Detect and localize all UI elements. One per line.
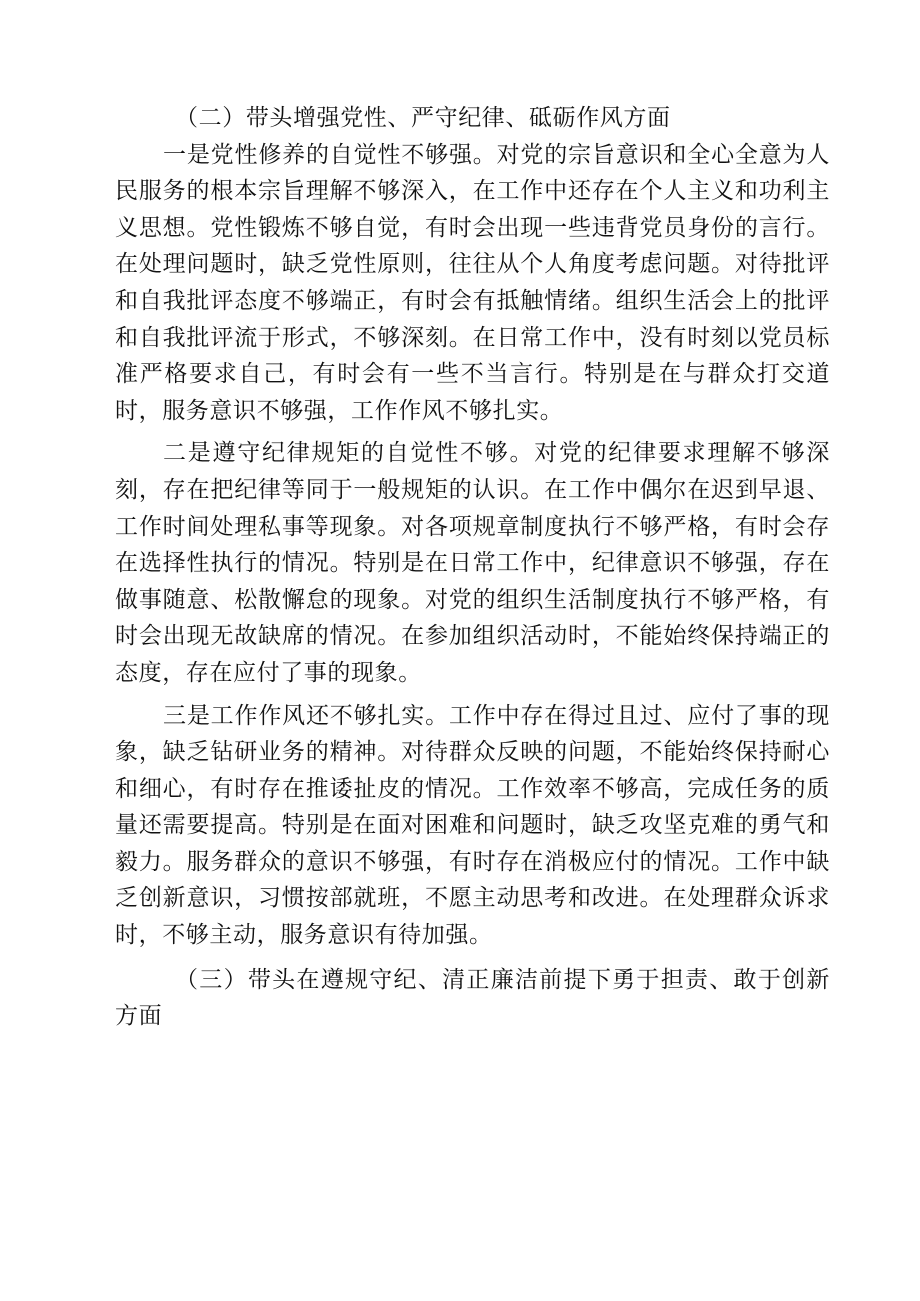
document-body xyxy=(115,100,830,1035)
section-heading-2: （二）带头增强党性、严守纪律、砥砺作风方面 xyxy=(175,105,671,131)
paragraph-party-spirit: 一是党性修养的自觉性不够强。对党的宗旨意识和全心全意为人民服务的根本宗旨理解不够深入，在工作中还存在个人主义和功利主义思想。党性锻炼不够自觉，有时会出现一些违背党员身份的言行。在处理问题时，缺乏党性原则，往往从个人角度考虑问题。对待批评和自我批评态度不够端正，有时会有抵触情绪。组织生活会上的批评和自我批评流于形式，不够深刻。在日常工作中，没有时刻以党员标准严格要求自己，有时会有一些不当言行。特别是在与群众打交道时，服务意识不够强，工作作风不够扎实。 xyxy=(115,141,830,424)
section-heading-3: （三）带头在遵规守纪、清正廉洁前提下勇于担责、敢于创新方面 xyxy=(115,966,830,1030)
paragraph-work-style: 三是工作作风还不够扎实。工作中存在得过且过、应付了事的现象，缺乏钻研业务的精神。对待群众反映的问题，不能始终保持耐心和细心，有时存在推诿扯皮的情况。工作效率不够高，完成任务的质量还需要提高。特别是在面对困难和问题时，缺乏攻坚克难的勇气和毅力。服务群众的意识不够强，有时存在消极应付的情况。工作中缺乏创新意识，习惯按部就班，不愿主动思考和改进。在处理群众诉求时，不够主动，服务意识有待加强。 xyxy=(115,702,830,949)
paragraph-discipline: 二是遵守纪律规矩的自觉性不够。对党的纪律要求理解不够深刻，存在把纪律等同于一般规矩的认识。在工作中偶尔在迟到早退、工作时间处理私事等现象。对各项规章制度执行不够严格，有时会存在选择性执行的情况。特别是在日常工作中，纪律意识不够强，存在做事随意、松散懈怠的现象。对党的组织生活制度执行不够严格，有时会出现无故缺席的情况。在参加组织活动时，不能始终保持端正的态度，存在应付了事的现象。 xyxy=(115,440,830,686)
